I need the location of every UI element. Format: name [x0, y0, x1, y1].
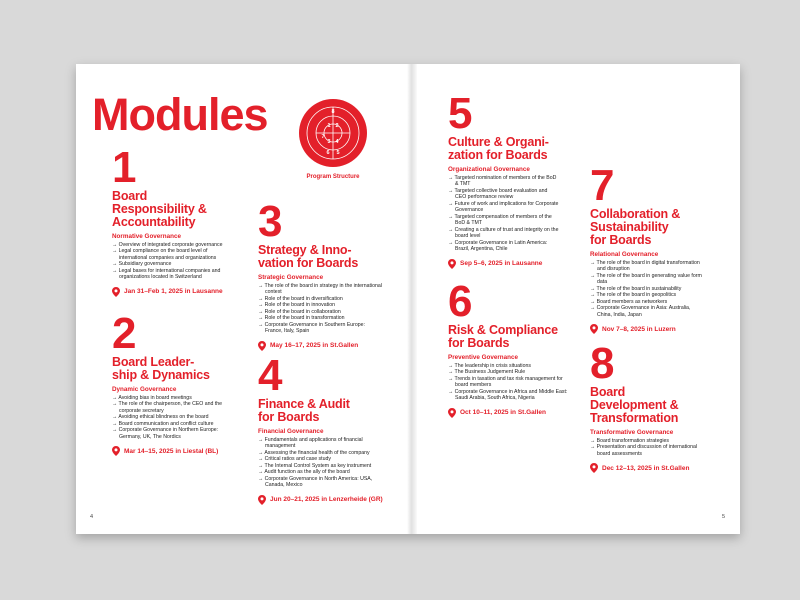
- page-number-left: 4: [90, 514, 94, 520]
- module-number: 3: [258, 197, 282, 246]
- module-topic: → Corporate Governance in Northern Europe: Germany, UK, The Nordics: [112, 427, 232, 440]
- module-topic: → Trends in taxation and tax risk management for board members: [448, 376, 573, 389]
- module-topic-list: [112, 395, 232, 441]
- module-subtitle: Strategic Governance: [258, 273, 324, 281]
- module-topic: → Overview of integrated corporate governance: [112, 242, 232, 249]
- module-date-location: [448, 408, 573, 418]
- module-topic-list: [590, 438, 702, 458]
- module-topic: → Role of the board in collaboration: [258, 309, 383, 316]
- module-topic-list: [448, 363, 573, 402]
- module-6: [448, 277, 573, 418]
- module-topic: → Critical ratios and case study: [258, 456, 383, 463]
- module-number: 7: [590, 161, 614, 210]
- module-title: Strategy & Inno- vation for Boards: [258, 242, 359, 270]
- date-location-text: May 16–17, 2025 in St.Gallen: [270, 342, 359, 350]
- module-5: [448, 89, 560, 269]
- module-title: Risk & Compliance for Boards: [448, 322, 558, 350]
- module-topic: → The role of the board in sustainability: [590, 286, 702, 293]
- module-subtitle: Relational Governance: [590, 250, 659, 258]
- module-topic: → Corporate Governance in North America: USA, Canada, Mexico: [258, 476, 383, 489]
- module-number: 6: [448, 277, 472, 326]
- location-pin-icon: [448, 408, 456, 418]
- location-pin-icon: [258, 495, 266, 505]
- module-topic-list: [112, 242, 232, 281]
- module-4: [258, 351, 383, 505]
- module-topic-list: [258, 283, 383, 335]
- module-title: Board Responsibility & Accountability: [112, 188, 207, 229]
- module-topic: → Targeted nomination of members of the BoD & TMT: [448, 175, 560, 188]
- module-topic: → Subsidiary governance: [112, 261, 232, 268]
- module-subtitle: Normative Governance: [112, 232, 181, 240]
- module-date-location: [112, 287, 232, 297]
- module-topic: → Role of the board in innovation: [258, 302, 383, 309]
- module-date-location: [258, 495, 383, 505]
- module-subtitle: Dynamic Governance: [112, 385, 177, 393]
- module-date-location: [258, 341, 383, 351]
- module-title: Culture & Organi- zation for Boards: [448, 134, 549, 162]
- module-topic: → Assessing the financial health of the company: [258, 450, 383, 457]
- diagram-number: 1: [327, 123, 331, 129]
- module-topic: → Corporate Governance in Southern Europe: France, Italy, Spain: [258, 322, 383, 335]
- diagram-number: 8: [331, 109, 335, 115]
- module-topic: → The role of the chairperson, the CEO and the corporate secretary: [112, 401, 232, 414]
- module-date-location: [590, 324, 702, 334]
- module-1: [112, 143, 232, 297]
- module-topic: → Corporate Governance in Asia: Australia, China, India, Japan: [590, 305, 702, 318]
- module-topic: → Avoiding bias in board meetings: [112, 395, 232, 402]
- diagram-number: 3: [327, 139, 331, 145]
- program-structure-diagram: [298, 98, 368, 168]
- date-location-text: Sep 5–6, 2025 in Lausanne: [460, 260, 543, 268]
- date-location-text: Oct 10–11, 2025 in St.Gallen: [460, 409, 546, 417]
- module-topic-list: [590, 260, 702, 319]
- module-8: [590, 339, 702, 473]
- module-title: Collaboration & Sustainability for Boards: [590, 206, 681, 247]
- module-number: 5: [448, 89, 472, 138]
- diagram-number: 6: [326, 150, 330, 156]
- module-topic: → Creating a culture of trust and integrity on the board level: [448, 227, 560, 240]
- module-title: Board Leader- ship & Dynamics: [112, 354, 210, 382]
- location-pin-icon: [590, 463, 598, 473]
- date-location-text: Dec 12–13, 2025 in St.Gallen: [602, 464, 690, 472]
- module-topic: → Corporate Governance in Latin America: Brazil, Argentina, Chile: [448, 240, 560, 253]
- module-topic: → Targeted collective board evaluation and CEO performance review: [448, 188, 560, 201]
- date-location-text: Jan 31–Feb 1, 2025 in Lausanne: [124, 288, 223, 296]
- brochure-spread: [76, 64, 740, 534]
- diagram-number: 2: [335, 123, 339, 129]
- location-pin-icon: [112, 446, 120, 456]
- module-subtitle: Financial Governance: [258, 427, 324, 435]
- location-pin-icon: [448, 259, 456, 269]
- module-topic: → Legal bases for international companies and organizations located in Switzerland: [112, 268, 232, 281]
- location-pin-icon: [590, 324, 598, 334]
- module-title: Finance & Audit for Boards: [258, 396, 350, 424]
- date-location-text: Jun 20–21, 2025 in Lenzerheide (GR): [270, 496, 383, 504]
- module-topic-list: [448, 175, 560, 253]
- module-topic: → The role of the board in geopolitics: [590, 292, 702, 299]
- module-topic: → The role of the board in generating value form data: [590, 273, 702, 286]
- module-3: [258, 197, 383, 351]
- module-date-location: [448, 259, 560, 269]
- page-title: Modules: [92, 89, 268, 140]
- module-topic: → The role of the board in strategy in the international context: [258, 283, 383, 296]
- module-7: [590, 161, 702, 334]
- module-topic: → Audit function as the ally of the board: [258, 469, 383, 476]
- date-location-text: Nov 7–8, 2025 in Luzern: [602, 325, 676, 333]
- module-date-location: [112, 446, 232, 456]
- module-topic: → Role of the board in diversification: [258, 296, 383, 303]
- module-topic-list: [258, 437, 383, 489]
- module-number: 1: [112, 143, 136, 192]
- location-pin-icon: [112, 287, 120, 297]
- module-subtitle: Transformative Governance: [590, 428, 674, 436]
- module-topic: → Avoiding ethical blindness on the board: [112, 414, 232, 421]
- module-topic: → The role of the board in digital transformation and disruption: [590, 260, 702, 273]
- module-subtitle: Preventive Governance: [448, 353, 519, 361]
- date-location-text: Mar 14–15, 2025 in Liestal (BL): [124, 447, 219, 455]
- module-topic: → Fundamentals and applications of financial management: [258, 437, 383, 450]
- module-topic: → Presentation and discussion of international board assessments: [590, 444, 702, 457]
- module-topic: → Role of the board in transformation: [258, 315, 383, 322]
- module-subtitle: Organizational Governance: [448, 165, 530, 173]
- location-pin-icon: [258, 341, 266, 351]
- module-topic: → Targeted compensation of members of the BoD & TMT: [448, 214, 560, 227]
- diagram-number: 7: [321, 134, 325, 140]
- module-date-location: [590, 463, 702, 473]
- module-topic: → The Internal Control System as key instrument: [258, 463, 383, 470]
- module-number: 2: [112, 309, 136, 358]
- module-topic: → Board members as networkers: [590, 299, 702, 306]
- module-topic: → Future of work and implications for Corporate Governance: [448, 201, 560, 214]
- page-gutter: [407, 64, 417, 534]
- module-topic: → The Business Judgement Rule: [448, 369, 573, 376]
- diagram-label: Program Structure: [306, 174, 360, 180]
- module-topic: → The leadership in crisis situations: [448, 363, 573, 370]
- module-topic: → Legal compliance on the board level of international companies and organizations: [112, 248, 232, 261]
- module-title: Board Development & Transformation: [590, 384, 679, 425]
- page-number-right: 5: [722, 514, 726, 520]
- diagram-number: 5: [336, 150, 340, 156]
- module-number: 8: [590, 339, 614, 388]
- module-topic: → Board communication and conflict culture: [112, 421, 232, 428]
- module-number: 4: [258, 351, 282, 400]
- module-2: [112, 309, 232, 456]
- diagram-number: 4: [335, 139, 339, 145]
- module-topic: → Board transformation strategies: [590, 438, 702, 445]
- module-topic: → Corporate Governance in Africa and Middle East: Saudi Arabia, South Africa, Nigeria: [448, 389, 573, 402]
